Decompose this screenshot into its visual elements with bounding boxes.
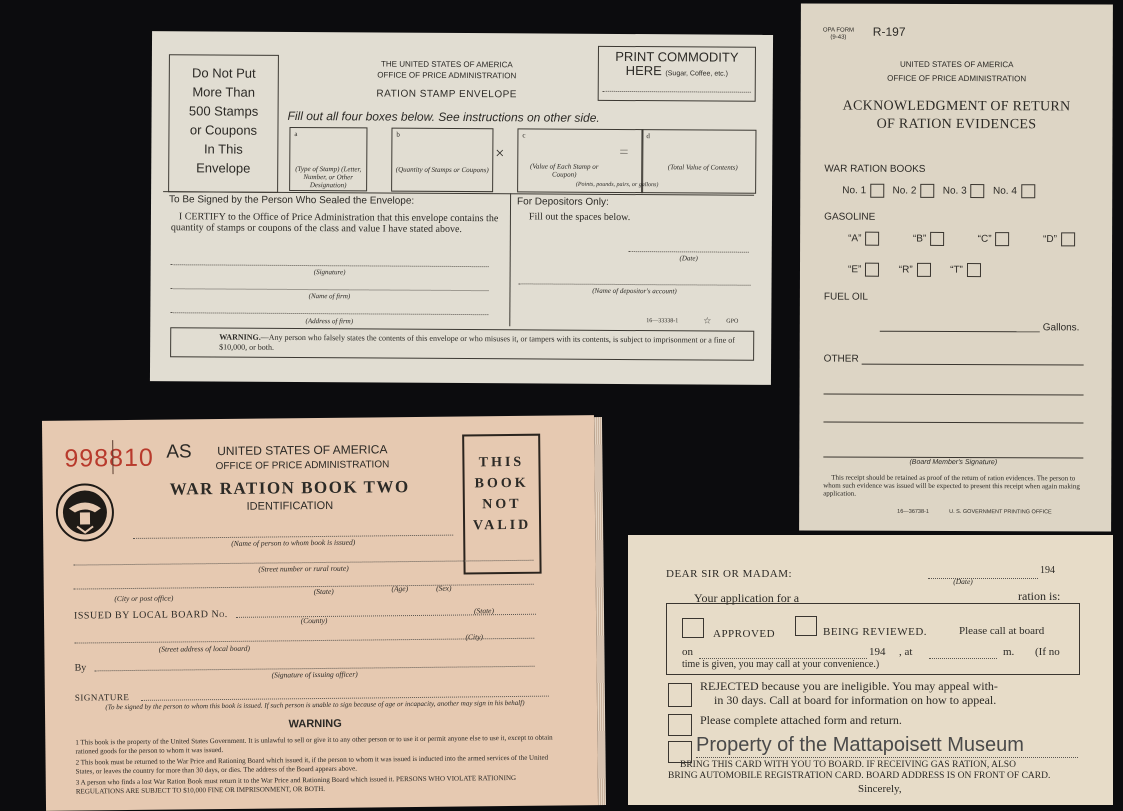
depositors-text: Fill out the spaces below.	[528, 211, 631, 224]
box-a-letter: a	[294, 129, 298, 138]
at-text: , at	[899, 646, 913, 658]
opa-form-label: OPA FORM	[822, 27, 855, 34]
header-country: THE UNITED STATES OF AMERICA	[380, 59, 513, 70]
sincerely-text: Sincerely,	[858, 783, 902, 795]
book-warnings	[75, 734, 556, 796]
opa-form-date: (9-43)	[830, 34, 847, 41]
reply-date-label: (Date)	[953, 577, 973, 586]
envelope-title: RATION STAMP ENVELOPE	[376, 88, 517, 101]
equals-sign: =	[619, 143, 629, 162]
other-line-3[interactable]	[823, 422, 1083, 424]
book-3-checkbox[interactable]	[971, 184, 985, 198]
war-ration-book-two	[42, 415, 598, 811]
box-b-caption: (Quantity of Stamps or Coupons)	[395, 165, 489, 175]
bring-card-text-1: BRING THIS CARD WITH YOU TO BOARD. IF RECEIVING GAS RATION, ALSO	[680, 760, 1016, 770]
not-valid-box	[462, 434, 541, 575]
receipt-note: This receipt should be retained as proof of the return of ration evidences. The person to whom such evidence was issued will be expected to present this receipt when again making application.	[823, 473, 1080, 498]
book-4-checkbox[interactable]	[1021, 184, 1035, 198]
sex-label: (Sex)	[435, 583, 452, 593]
other-label: OTHER	[823, 353, 859, 365]
ration-is-text: ration is:	[1018, 589, 1061, 603]
state-label: (State)	[313, 586, 334, 597]
city-label: (City or post office)	[114, 593, 174, 604]
bring-card-text-2: BRING AUTOMOBILE REGISTRATION CARD. BOARD ADDRESS IS ON FRONT OF CARD.	[668, 771, 1051, 781]
complete-form-text: Please complete attached form and return.	[700, 713, 902, 727]
box-c-letter: c	[522, 131, 526, 140]
depositors-heading: For Depositors Only:	[517, 196, 609, 208]
status-box	[666, 603, 1080, 675]
gas-e-checkbox[interactable]	[865, 263, 879, 277]
ack-header	[801, 57, 1113, 86]
certify-text: I CERTIFY to the Office of Price Administration that this envelope contains the quantity of stamps or coupons of the class and value I have stated above.	[170, 211, 499, 236]
gas-a-label: “A”	[848, 233, 862, 245]
book-2-checkbox[interactable]	[920, 184, 934, 198]
time-given-text: time is given, you may call at your convenience.)	[682, 659, 880, 670]
signature-label: SIGNATURE	[74, 692, 130, 703]
age-label: (Age)	[391, 584, 409, 594]
book-3-label: No. 3	[942, 185, 967, 197]
times-sign: ×	[495, 145, 505, 163]
gas-r-checkbox[interactable]	[917, 263, 931, 277]
books-checkboxes	[842, 184, 1035, 199]
fill-instruction: Fill out all four boxes below. See instructions on other side.	[287, 108, 600, 125]
gas-d-label: “D”	[1043, 233, 1057, 245]
opa-form-number: R-197	[872, 24, 906, 39]
box-c-caption: (Value of Each Stamp or Coupon)	[530, 162, 599, 179]
gasoline-label: GASOLINE	[824, 211, 876, 223]
reviewed-label: BEING REVIEWED.	[823, 626, 928, 638]
ration-stamp-envelope	[150, 31, 773, 385]
state-label-2: (State)	[473, 606, 495, 616]
gas-c-checkbox[interactable]	[996, 232, 1010, 246]
county-label: (County)	[300, 615, 328, 626]
not-valid-word: NOT	[482, 496, 522, 513]
envelope-header	[342, 58, 552, 100]
firm-label: (Name of firm)	[308, 292, 351, 301]
not-valid-word: THIS	[478, 454, 525, 471]
book-title: WAR RATION BOOK TWO	[169, 477, 410, 499]
header-office: OFFICE OF PRICE ADMINISTRATION	[377, 70, 517, 81]
form-number: 16—33338-1	[646, 318, 679, 325]
rejected-checkbox[interactable]	[668, 683, 692, 707]
eagle-seal-icon	[55, 482, 116, 543]
ack-footer-number: 16—36738-1	[897, 508, 929, 515]
acknowledgment-form	[799, 3, 1113, 531]
signature-label: (Signature)	[313, 268, 346, 277]
ack-header-office: OFFICE OF PRICE ADMINISTRATION	[887, 73, 1027, 84]
other-line-1[interactable]	[862, 364, 1084, 366]
warning-item: 3 A person who finds a lost War Ration Book must return it to the War Price and Rationing Board which issued it. PERSONS WHO VIOLATE RATIONING REGULATIONS ARE SUBJECT TO $10,000 FINE OR IMPRISONMENT, OR BOTH.	[75, 773, 517, 796]
ack-footer-office: U. S. GOVERNMENT PRINTING OFFICE	[949, 508, 1052, 516]
ack-title-line2: OF RATION EVIDENCES	[876, 116, 1037, 133]
not-valid-word: BOOK	[474, 475, 529, 492]
board-signature-label: (Board Member's Signature)	[909, 458, 998, 467]
fuel-oil-line[interactable]	[880, 331, 1040, 333]
stamp-limit-line: Do Not Put	[191, 65, 256, 81]
approved-checkbox[interactable]	[682, 618, 704, 638]
fuel-oil-label: FUEL OIL	[823, 291, 869, 303]
warning-text: —Any person who falsely states the contents of this envelope or who misuses it, or tampers with its contents, is subject to imprisonment or a fine of $10,000, or both.	[219, 332, 735, 352]
book-header-office: OFFICE OF PRICE ADMINISTRATION	[215, 459, 390, 473]
star-icon: ☆	[703, 315, 712, 326]
box-a	[289, 127, 367, 191]
gas-c-label: “C”	[977, 233, 992, 245]
name-label: (Name of person to whom book is issued)	[231, 537, 356, 548]
on-text: on	[682, 646, 693, 658]
ack-header-country: UNITED STATES OF AMERICA	[899, 59, 1014, 70]
salutation: DEAR SIR OR MADAM:	[666, 568, 793, 580]
ack-title	[800, 97, 1112, 134]
war-ration-books-label: WAR RATION BOOKS	[824, 163, 926, 175]
book-header-country: UNITED STATES OF AMERICA	[217, 442, 388, 459]
book-1-checkbox[interactable]	[870, 184, 884, 198]
box-b-letter: b	[396, 130, 400, 139]
box-d-letter: d	[646, 132, 650, 141]
box-c-note: (Points, pounds, pairs, or gallons)	[575, 181, 659, 189]
stamp-limit-line: or Coupons	[189, 122, 258, 138]
book-1-label: No. 1	[842, 185, 867, 197]
complete-form-checkbox[interactable]	[668, 714, 692, 736]
print-commodity-label: PRINT COMMODITY	[615, 48, 739, 65]
gas-row-1	[848, 232, 1075, 247]
rejected-text-2: in 30 days. Call at board for information on how to appeal.	[714, 693, 997, 707]
gpo-mark: GPO	[726, 318, 739, 325]
application-text: Your application for a	[694, 591, 800, 605]
book-2-label: No. 2	[892, 185, 917, 197]
stamp-limit-line: More Than	[192, 84, 256, 100]
book-page-edges	[594, 417, 606, 805]
box-b	[391, 128, 493, 193]
warning-item: 2 This book must be returned to the War Price and Rationing Board which issued it, if the person to whom it was issued is inducted into the armed services of the United States, or leaves the country for more than 30 days, or dies. The address of the Board appears above.	[75, 753, 549, 776]
reviewed-checkbox[interactable]	[795, 616, 817, 636]
signed-heading: To Be Signed by the Person Who Sealed the Envelope:	[169, 194, 415, 207]
approved-label: APPROVED	[713, 628, 776, 640]
stamp-limit-line: In This	[203, 141, 243, 157]
signature-note: (To be signed by the person to whom this book is issued. If such person is unable to sign because of age or incapacity, another may sign in his behalf)	[105, 698, 525, 712]
time-line[interactable]	[929, 658, 997, 659]
issued-by-label: ISSUED BY LOCAL BOARD No.	[73, 608, 228, 622]
year-label-2: 194	[869, 646, 886, 658]
gas-t-checkbox[interactable]	[967, 263, 981, 277]
m-text: m.	[1003, 646, 1015, 658]
stamp-limit-line: 500 Stamps	[188, 103, 259, 119]
book-warning-heading: WARNING	[288, 717, 342, 731]
gallons-label: Gallons.	[1042, 322, 1080, 334]
officer-label: (Signature of issuing officer)	[271, 669, 358, 680]
box-a-caption: (Type of Stamp) (Letter, Number, or Other Designation)	[295, 164, 362, 190]
call-board-text: Please call at board	[959, 625, 1045, 637]
city-label-2: (City)	[465, 632, 484, 642]
date-label: (Date)	[679, 254, 698, 263]
rejected-text: REJECTED because you are ineligible. You may appeal with-	[700, 679, 998, 693]
gas-d-checkbox[interactable]	[1061, 232, 1075, 246]
print-commodity-box	[598, 46, 756, 102]
serial-number: 998810	[64, 443, 154, 473]
warning-label: WARNING.	[219, 332, 261, 342]
stamp-limit-box	[168, 54, 279, 193]
gas-r-label: “R”	[898, 264, 913, 276]
not-valid-word: VALID	[472, 517, 532, 534]
book-subtitle: IDENTIFICATION	[246, 499, 334, 513]
gas-t-label: “T”	[950, 264, 963, 276]
museum-watermark: Property of the Mattapoisett Museum	[696, 734, 1024, 756]
book-4-label: No. 4	[992, 185, 1017, 197]
street-label: (Street number or rural route)	[258, 563, 349, 574]
gas-b-checkbox[interactable]	[930, 232, 944, 246]
gas-e-label: “E”	[847, 264, 862, 276]
commodity-hint: (Sugar, Coffee, etc.)	[665, 70, 728, 78]
year-label: 194	[1040, 565, 1055, 576]
ack-title-line1: ACKNOWLEDGMENT OF RETURN	[842, 98, 1071, 115]
other-line-2[interactable]	[824, 394, 1084, 396]
gas-row-2	[848, 263, 981, 277]
stamp-limit-line: Envelope	[196, 160, 251, 176]
date-line[interactable]	[629, 251, 749, 253]
by-label: By	[74, 662, 87, 674]
gas-b-label: “B”	[912, 233, 927, 245]
warning-item: 1 This book is the property of the United States Government. It is unlawful to sell or give it to any other person or to use it or permit anyone else to use it, except to obtain rationed goods for the person to whom it was issued.	[75, 733, 553, 756]
book-header	[182, 441, 422, 476]
address-line[interactable]	[170, 312, 488, 315]
serial-suffix: AS	[166, 441, 192, 463]
reply-card	[628, 535, 1113, 805]
if-no-text: (If no	[1035, 646, 1060, 658]
box-d-caption: (Total Value of Contents)	[667, 163, 738, 172]
depositor-account-line[interactable]	[519, 283, 751, 285]
address-label: (Address of firm)	[305, 317, 354, 326]
gas-a-checkbox[interactable]	[865, 232, 879, 246]
form-label-block	[823, 28, 854, 42]
board-street-label: (Street address of local board)	[158, 643, 251, 654]
depositor-account-label: (Name of depositor's account)	[592, 286, 677, 296]
warning-box	[170, 327, 754, 361]
print-here-label: HERE	[625, 63, 662, 79]
watermark-underline	[696, 757, 1078, 758]
